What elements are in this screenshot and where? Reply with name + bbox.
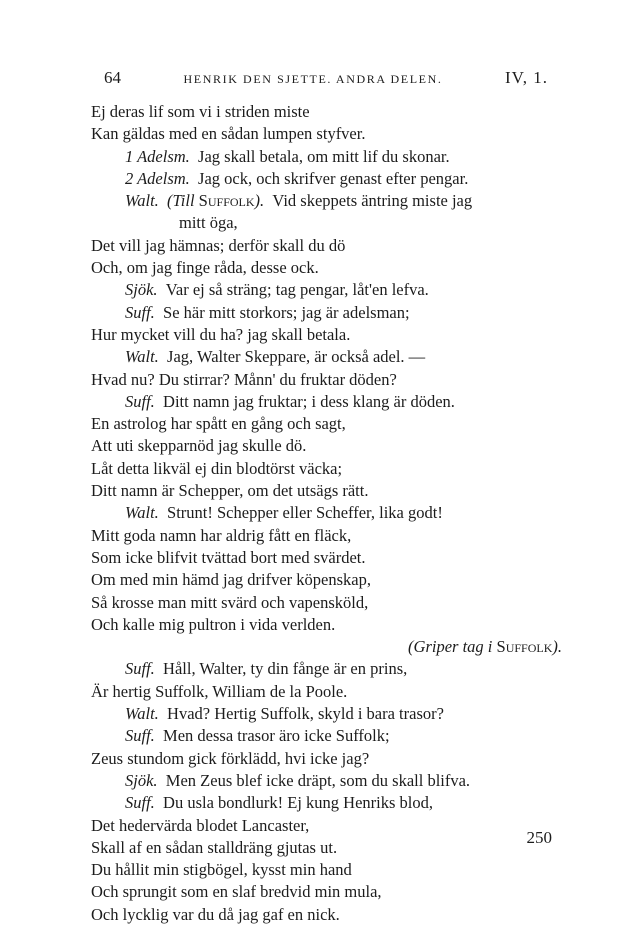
verse-line xyxy=(91,123,564,145)
line-text: Och kalle mig pultron i vida verlden. xyxy=(91,614,336,634)
act-scene: IV, 1. xyxy=(504,68,548,87)
line-text: Som icke blifvit tvättad bort med svärdet. xyxy=(91,547,366,567)
verse-line xyxy=(91,279,564,301)
speaker-name: Walt. xyxy=(125,503,159,523)
verse-line xyxy=(91,190,564,212)
verse-line xyxy=(91,815,564,837)
stage-direction-name: Suffolk xyxy=(198,191,255,211)
verse-line xyxy=(91,101,564,123)
line-text: Så krosse man mitt svärd och vapensköld, xyxy=(91,592,369,612)
line-text: Skall af en sådan stalldräng gjutas ut. xyxy=(91,837,338,857)
verse-line xyxy=(91,904,564,926)
verse-line xyxy=(91,636,564,658)
verse-line xyxy=(91,881,564,903)
signature-number: 250 xyxy=(526,828,552,847)
page-number: 64 xyxy=(104,68,121,87)
verse-line xyxy=(91,146,564,168)
stage-direction: (Till xyxy=(167,191,195,211)
line-text: Se här mitt storkors; jag är adelsman; xyxy=(163,302,410,322)
line-text: Zeus stundom gick förklädd, hvi icke jag? xyxy=(91,748,370,768)
line-text: Ditt namn är Schepper, om det utsägs rätt. xyxy=(91,481,369,501)
verse-line xyxy=(91,859,564,881)
verse-line xyxy=(91,502,564,524)
line-text: Du usla bondlurk! Ej kung Henriks blod, xyxy=(163,793,433,813)
line-text: Är hertig Suffolk, William de la Poole. xyxy=(91,681,348,701)
speaker-name: Walt. xyxy=(125,347,159,367)
stage-direction-name: Suffolk xyxy=(496,637,553,657)
verse-line xyxy=(91,792,564,814)
line-text: Hvad? Hertig Suffolk, skyld i bara trasor? xyxy=(167,704,444,724)
line-text: Jag, Walter Skeppare, är också adel. — xyxy=(167,347,426,367)
speaker-name: Sjök. xyxy=(125,770,158,790)
line-text: Att uti skepparnöd jag skulle dö. xyxy=(91,436,307,456)
line-text: Mitt goda namn har aldrig fått en fläck, xyxy=(91,525,352,545)
verse-line xyxy=(91,391,564,413)
speaker-name: Suff. xyxy=(125,659,155,679)
verse-line xyxy=(91,480,564,502)
line-text: Vid skeppets äntring miste jag xyxy=(272,191,473,211)
line-text: Håll, Walter, ty din fånge är en prins, xyxy=(163,659,408,679)
verse-line xyxy=(91,212,564,234)
page-header xyxy=(104,68,548,88)
verse-line xyxy=(91,525,564,547)
line-text: Och sprungit som en slaf bredvid min mula, xyxy=(91,882,382,902)
line-text: Låt detta likväl ej din blodtörst väcka; xyxy=(91,458,343,478)
speaker-name: Suff. xyxy=(125,302,155,322)
line-text: Men dessa trasor äro icke Suffolk; xyxy=(163,726,390,746)
stage-direction: (Griper tag i xyxy=(408,637,493,657)
running-title: HENRIK DEN SJETTE. ANDRA DELEN. xyxy=(183,72,443,86)
verse-line xyxy=(91,725,564,747)
line-text: Hvad nu? Du stirrar? Månn' du fruktar döden? xyxy=(91,369,397,389)
line-text: Du hållit min stigbögel, kysst min hand xyxy=(91,860,352,880)
line-text: Och, om jag finge råda, desse ock. xyxy=(91,258,319,278)
speaker-name: 1 Adelsm. xyxy=(125,146,190,166)
verse-line xyxy=(91,168,564,190)
verse-line xyxy=(91,703,564,725)
verse-line xyxy=(91,458,564,480)
line-text: Men Zeus blef icke dräpt, som du skall blifva. xyxy=(165,770,471,790)
line-text: Och lycklig var du då jag gaf en nick. xyxy=(91,904,340,924)
verse-line xyxy=(91,346,564,368)
play-text xyxy=(91,101,564,926)
line-text: Om med min hämd jag drifver köpenskap, xyxy=(91,570,371,590)
verse-line xyxy=(91,681,564,703)
verse-line xyxy=(91,324,564,346)
verse-line xyxy=(91,413,564,435)
line-text: Det hedervärda blodet Lancaster, xyxy=(91,815,310,835)
verse-line xyxy=(91,257,564,279)
line-text: Ditt namn jag fruktar; i dess klang är döden. xyxy=(163,391,455,411)
verse-line xyxy=(91,369,564,391)
verse-line xyxy=(91,435,564,457)
verse-line xyxy=(91,837,564,859)
verse-line xyxy=(91,748,564,770)
speaker-name: Suff. xyxy=(125,391,155,411)
verse-line xyxy=(91,547,564,569)
speaker-name: Walt. xyxy=(125,704,159,724)
verse-line xyxy=(91,592,564,614)
verse-line xyxy=(91,658,564,680)
line-text: Ej deras lif som vi i striden miste xyxy=(91,102,310,121)
verse-line xyxy=(91,614,564,636)
speaker-name: Suff. xyxy=(125,793,155,813)
speaker-name: 2 Adelsm. xyxy=(125,168,190,188)
line-text: Hur mycket vill du ha? jag skall betala. xyxy=(91,324,351,344)
line-text: Jag ock, och skrifver genast efter pengar. xyxy=(198,168,469,188)
line-text: En astrolog har spått en gång och sagt, xyxy=(91,414,346,434)
line-text: Strunt! Schepper eller Scheffer, lika godt! xyxy=(167,503,443,523)
line-text: Kan gäldas med en sådan lumpen styfver. xyxy=(91,124,366,144)
verse-line xyxy=(91,770,564,792)
stage-direction-end: ). xyxy=(254,191,265,211)
line-text: Jag skall betala, om mitt lif du skonar. xyxy=(198,146,450,166)
speaker-name: Sjök. xyxy=(125,280,158,300)
line-text: Det vill jag hämnas; derför skall du dö xyxy=(91,235,346,255)
line-text: mitt öga, xyxy=(179,213,238,233)
stage-direction-end: ). xyxy=(552,637,562,657)
verse-line xyxy=(91,235,564,257)
speaker-name: Walt. xyxy=(125,191,159,211)
verse-line xyxy=(91,302,564,324)
speaker-name: Suff. xyxy=(125,726,155,746)
line-text: Var ej så sträng; tag pengar, låt'en lefva. xyxy=(165,280,429,300)
verse-line xyxy=(91,569,564,591)
